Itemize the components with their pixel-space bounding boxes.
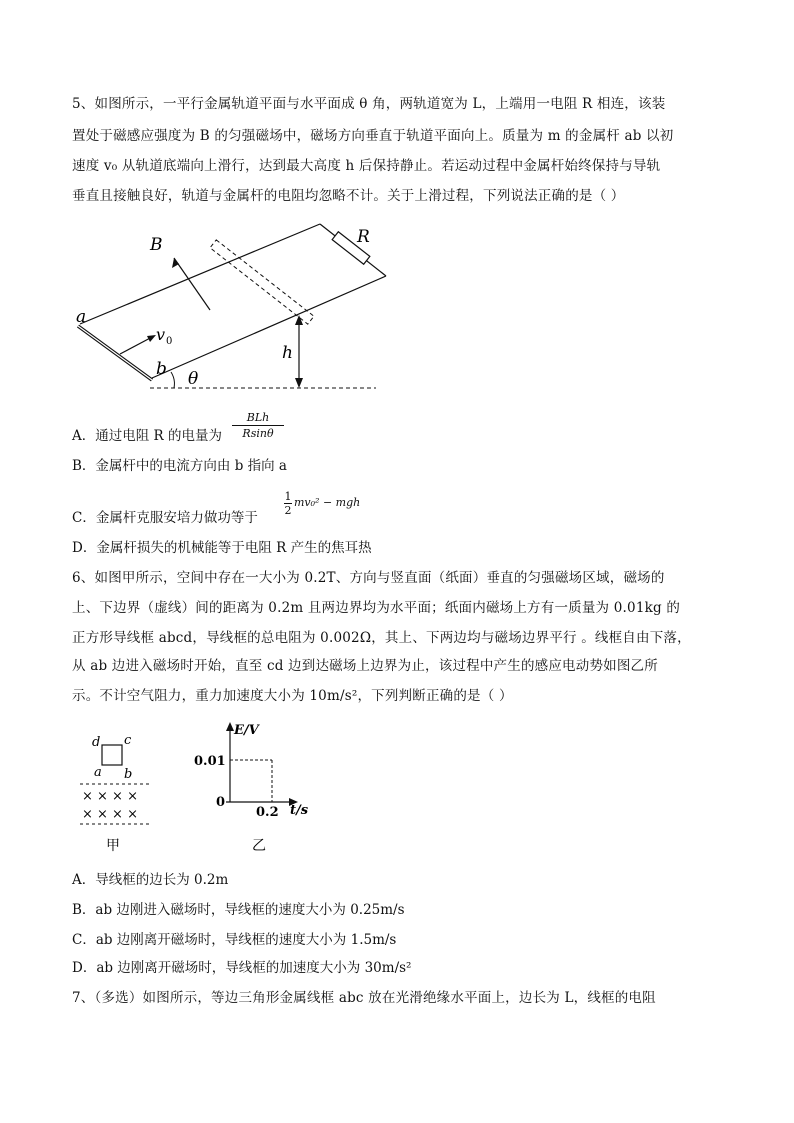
- q6-line-3: 正方形导线框 abcd，导线框的总电阻为 0.002Ω，其上、下两边均与磁场边界平行 。线框自由下落，: [72, 630, 691, 646]
- q6-line-4: 从 ab 边进入磁场时开始，直至 cd 边到达磁场上边界为止，该过程中产生的感应电动势如图乙所: [72, 658, 658, 674]
- q6-line-1: 6、如图甲所示，空间中存在一大小为 0.2T、方向与竖直面（纸面）垂直的匀强磁场区域，磁场的: [72, 570, 665, 586]
- crosses-row-2: × × × ×: [82, 807, 138, 822]
- label-R: R: [357, 227, 370, 247]
- label-b: b: [124, 767, 133, 782]
- q6-figure-jia: [76, 728, 158, 856]
- label-h: h: [282, 343, 293, 363]
- q5-figure: [70, 218, 400, 398]
- q6-figure-yi: [186, 718, 316, 858]
- angle-arc: [171, 372, 174, 388]
- q6-line-2: 上、下边界（虚线）间的距离为 0.2m 且两边界均为水平面；纸面内磁场上方有一质量为 0.01kg 的: [72, 600, 681, 616]
- crosses-row-1: × × × ×: [82, 789, 138, 804]
- q5-option-d[interactable]: D．金属杆损失的机械能等于电阻 R 产生的焦耳热: [72, 540, 372, 556]
- q5-option-a[interactable]: [72, 426, 222, 446]
- fraction-numerator: BLh: [232, 410, 284, 426]
- q5-line-1: 5、如图所示，一平行金属轨道平面与水平面成 θ 角，两轨道宽为 L，上端用一电阻 R 相连，该装: [72, 96, 666, 112]
- q5-line-3: 速度 v₀ 从轨道底端向上滑行，达到最大高度 h 后保持静止。若运动过程中金属杆始终保持与导轨: [72, 158, 661, 174]
- q5-line-4: 垂直且接触良好，轨道与金属杆的电阻均忽略不计。关于上滑过程，下列说法正确的是（ ）: [72, 188, 625, 204]
- q6-option-a[interactable]: A．导线框的边长为 0.2m: [72, 872, 229, 888]
- y-tick-label: 0.01: [194, 754, 226, 769]
- label-v-subscript: 0: [166, 336, 173, 347]
- q5-option-c-fraction: [284, 490, 292, 517]
- fraction-numerator: 1: [284, 490, 292, 503]
- q5-line-2: 置处于磁感应强度为 B 的匀强磁场中，磁场方向垂直于轨道平面向上。质量为 m 的金属杆 ab 以初: [72, 128, 674, 144]
- upper-rail: [80, 224, 320, 324]
- q6-option-d[interactable]: D．ab 边刚离开磁场时，导线框的加速度大小为 30m/s²: [72, 960, 412, 976]
- fraction-denominator: Rsinθ: [242, 427, 274, 440]
- q5-option-b[interactable]: B．金属杆中的电流方向由 b 指向 a: [72, 458, 287, 474]
- x-axis-label: t/s: [290, 803, 309, 818]
- q5-option-c-text: C．金属杆克服安培力做功等于: [72, 510, 258, 526]
- q5-option-a-fraction: [232, 410, 284, 441]
- fraction-denominator: 2: [284, 504, 292, 517]
- label-theta: θ: [188, 369, 199, 389]
- lower-rail: [152, 276, 386, 378]
- dashed-rod-position: [210, 240, 314, 324]
- caption-jia: 甲: [106, 838, 120, 854]
- label-d: d: [92, 735, 101, 750]
- origin-label: 0: [216, 795, 226, 810]
- x-tick-label: 0.2: [256, 805, 279, 820]
- q5-option-c[interactable]: [72, 508, 258, 528]
- label-c: c: [124, 733, 132, 748]
- b-field-arrow: [174, 258, 210, 310]
- label-v: v: [156, 325, 166, 344]
- square-loop-abcd: [102, 745, 122, 765]
- label-B: B: [150, 235, 163, 255]
- label-a: a: [76, 307, 87, 327]
- caption-yi: 乙: [252, 838, 266, 854]
- label-a: a: [94, 765, 102, 780]
- q5-option-a-text: A．通过电阻 R 的电量为: [72, 428, 222, 444]
- q5-option-c-expression: mv₀² − mgh: [294, 496, 361, 509]
- q6-option-b[interactable]: B．ab 边刚进入磁场时，导线框的速度大小为 0.25m/s: [72, 902, 405, 918]
- q7-line-1: 7、（多选）如图所示，等边三角形金属线框 abc 放在光滑绝缘水平面上，边长为 L，线框的电阻: [72, 990, 656, 1006]
- label-b: b: [156, 359, 167, 379]
- q6-option-c[interactable]: C．ab 边刚离开磁场时，导线框的速度大小为 1.5m/s: [72, 932, 397, 948]
- q6-line-5: 示。不计空气阻力，重力加速度大小为 10m/s²，下列判断正确的是（ ）: [72, 688, 513, 704]
- y-axis-label: E/V: [234, 723, 259, 738]
